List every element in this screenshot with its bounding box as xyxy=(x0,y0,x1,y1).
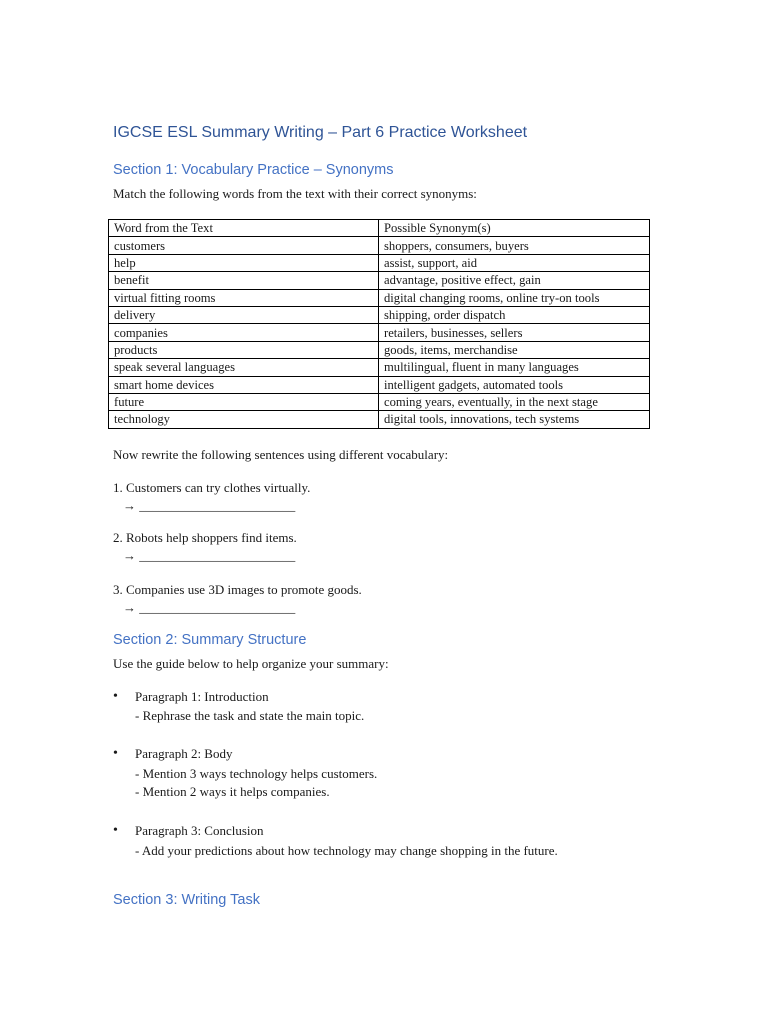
section3-heading: Section 3: Writing Task xyxy=(113,892,260,908)
rewrite-exercise-2 xyxy=(113,530,297,564)
table-row xyxy=(109,359,650,376)
synonym-cell: shoppers, consumers, buyers xyxy=(379,237,650,254)
section1-instructions: Match the following words from the text with their correct synonyms: xyxy=(113,186,477,201)
synonym-cell: shipping, order dispatch xyxy=(379,306,650,323)
table-row xyxy=(109,393,650,410)
rewrite-exercise-1 xyxy=(113,480,310,514)
word-cell: benefit xyxy=(109,272,379,289)
synonym-cell: digital changing rooms, online try-on tools xyxy=(379,289,650,306)
rewrite-instructions: Now rewrite the following sentences using different vocabulary: xyxy=(113,447,449,462)
table-row xyxy=(109,289,650,306)
table-row xyxy=(109,324,650,341)
word-cell: future xyxy=(109,393,379,410)
synonym-cell: multilingual, fluent in many languages xyxy=(379,359,650,376)
document-title: IGCSE ESL Summary Writing – Part 6 Practice Worksheet xyxy=(113,124,528,141)
table-row xyxy=(109,272,650,289)
bullet-detail: - Add your predictions about how technology may change shopping in the future. xyxy=(135,843,558,858)
section2-heading: Section 2: Summary Structure xyxy=(113,632,307,648)
synonym-cell: intelligent gadgets, automated tools xyxy=(379,376,650,393)
table-row xyxy=(109,341,650,358)
table-header-synonyms: Possible Synonym(s) xyxy=(379,220,650,237)
word-cell: customers xyxy=(109,237,379,254)
word-cell: delivery xyxy=(109,306,379,323)
exercise-question: 2. Robots help shoppers find items. xyxy=(113,530,297,545)
word-cell: products xyxy=(109,341,379,358)
table-row xyxy=(109,376,650,393)
bullet-detail: - Mention 3 ways technology helps customers. xyxy=(135,766,378,781)
synonym-cell: retailers, businesses, sellers xyxy=(379,324,650,341)
table-header-row xyxy=(109,220,650,237)
table-row xyxy=(109,411,650,428)
table-header-word: Word from the Text xyxy=(109,220,379,237)
word-cell: technology xyxy=(109,411,379,428)
synonym-cell: assist, support, aid xyxy=(379,254,650,271)
synonym-table xyxy=(108,219,650,429)
answer-blank[interactable]: → ________________________ xyxy=(123,498,296,513)
synonym-cell: goods, items, merchandise xyxy=(379,341,650,358)
word-cell: speak several languages xyxy=(109,359,379,376)
rewrite-exercise-3 xyxy=(113,582,362,616)
table-row xyxy=(109,306,650,323)
answer-blank[interactable]: → ________________________ xyxy=(123,548,296,563)
exercise-question: 3. Companies use 3D images to promote goods. xyxy=(113,582,362,597)
bullet-detail: - Mention 2 ways it helps companies. xyxy=(135,784,330,799)
synonym-cell: advantage, positive effect, gain xyxy=(379,272,650,289)
bullet-detail: - Rephrase the task and state the main topic. xyxy=(135,708,365,723)
word-cell: companies xyxy=(109,324,379,341)
table-row xyxy=(109,237,650,254)
bullet-dot: • xyxy=(113,689,118,704)
synonym-cell: digital tools, innovations, tech systems xyxy=(379,411,650,428)
synonym-cell: coming years, eventually, in the next stage xyxy=(379,393,650,410)
word-cell: help xyxy=(109,254,379,271)
bullet-title: Paragraph 3: Conclusion xyxy=(135,823,264,838)
bullet-dot: • xyxy=(113,746,118,761)
word-cell: smart home devices xyxy=(109,376,379,393)
section1-heading: Section 1: Vocabulary Practice – Synonyms xyxy=(113,162,394,178)
bullet-title: Paragraph 2: Body xyxy=(135,746,233,761)
bullet-dot: • xyxy=(113,823,118,838)
exercise-question: 1. Customers can try clothes virtually. xyxy=(113,480,311,495)
bullet-title: Paragraph 1: Introduction xyxy=(135,689,269,704)
word-cell: virtual fitting rooms xyxy=(109,289,379,306)
section2-instructions: Use the guide below to help organize your summary: xyxy=(113,656,389,671)
answer-blank[interactable]: → ________________________ xyxy=(123,600,296,615)
table-row xyxy=(109,254,650,271)
